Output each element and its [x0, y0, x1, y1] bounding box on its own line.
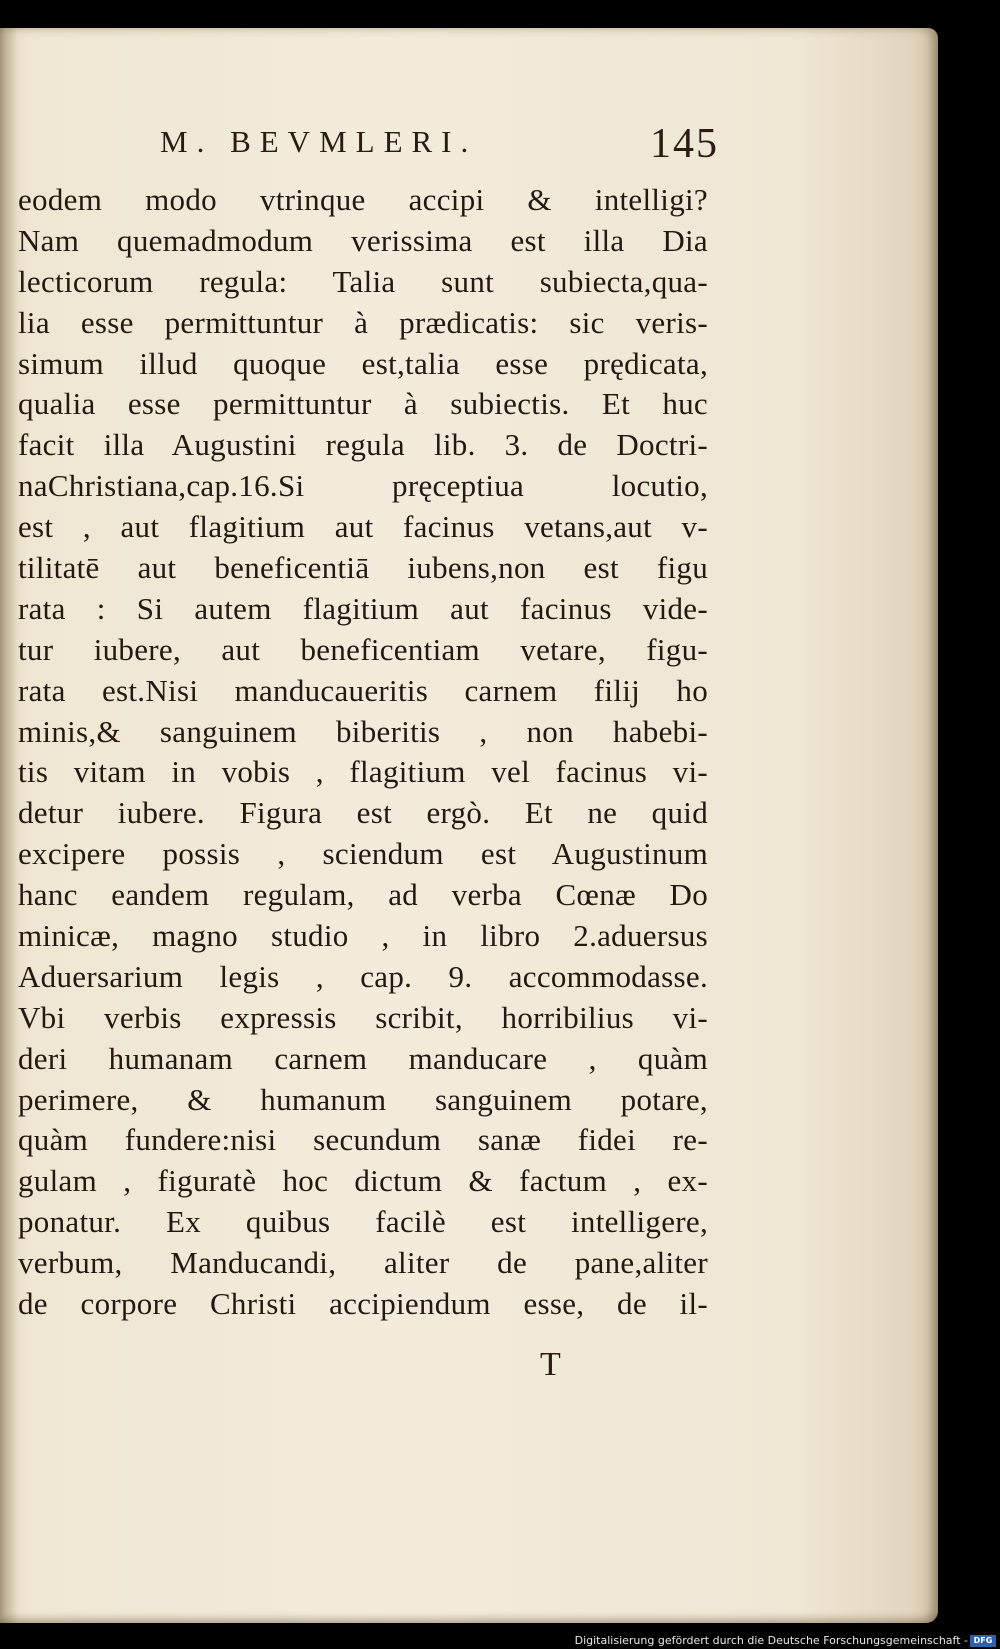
dfg-logo-icon: DFG	[970, 1635, 996, 1647]
body-text	[18, 180, 708, 1325]
text-line: perimere, & humanum sanguinem potare,	[18, 1081, 708, 1117]
running-head: M. BEVMLERI.	[160, 124, 478, 159]
text-line: excipere possis , sciendum est Augustinum	[18, 836, 708, 872]
funding-credit: Digitalisierung gefördert durch die Deutsche Forschungsgemeinschaft -	[574, 1634, 968, 1647]
spine-shadow	[0, 28, 18, 1623]
text-line: Vbi verbis expressis scribit, horribilius vi-	[18, 999, 708, 1035]
text-line: gulam , figuratè hoc dictum & factum , ex-	[18, 1163, 708, 1199]
footer-bar	[0, 1633, 1000, 1649]
text-line: quàm fundere:nisi secundum sanæ fidei re-	[18, 1122, 708, 1158]
text-line: Nam quemadmodum verissima est illa Dia	[18, 222, 708, 258]
book-page	[0, 28, 938, 1623]
text-line: facit illa Augustini regula lib. 3. de Doctri-	[18, 427, 708, 463]
text-line: Aduersarium legis , cap. 9. accommodasse.	[18, 958, 708, 994]
text-line: lecticorum regula: Talia sunt subiecta,qua-	[18, 263, 708, 299]
text-line: lia esse permittuntur à prædicatis: sic veris-	[18, 304, 708, 340]
signature-mark: T	[540, 1346, 561, 1383]
text-line: de corpore Christi accipiendum esse, de il-	[18, 1286, 708, 1322]
text-line: naChristiana,cap.16.Si pręceptiua locutio,	[18, 468, 708, 504]
text-line: tilitatē aut beneficentiā iubens,non est figu	[18, 550, 708, 586]
text-line: ponatur. Ex quibus facilè est intelligere,	[18, 1204, 708, 1240]
text-line: est , aut flagitium aut facinus vetans,aut v-	[18, 509, 708, 545]
text-line: minis,& sanguinem biberitis , non habebi-	[18, 713, 708, 749]
page-number: 145	[650, 121, 719, 167]
text-line: qualia esse permittuntur à subiectis. Et huc	[18, 386, 708, 422]
text-line: verbum, Manducandi, aliter de pane,aliter	[18, 1245, 708, 1281]
text-line: rata est.Nisi manducaueritis carnem filij ho	[18, 672, 708, 708]
text-line: detur iubere. Figura est ergò. Et ne quid	[18, 795, 708, 831]
text-line: simum illud quoque est,talia esse prędicata,	[18, 345, 708, 381]
text-line: tis vitam in vobis , flagitium vel facinus vi-	[18, 754, 708, 790]
text-line: rata : Si autem flagitium aut facinus vide-	[18, 590, 708, 626]
text-line: hanc eandem regulam, ad verba Cœnæ Do	[18, 877, 708, 913]
text-line: minicæ, magno studio , in libro 2.aduersus	[18, 918, 708, 954]
text-line: eodem modo vtrinque accipi & intelligi?	[18, 182, 708, 217]
text-line: tur iubere, aut beneficentiam vetare, figu-	[18, 631, 708, 667]
text-line: deri humanam carnem manducare , quàm	[18, 1040, 708, 1076]
